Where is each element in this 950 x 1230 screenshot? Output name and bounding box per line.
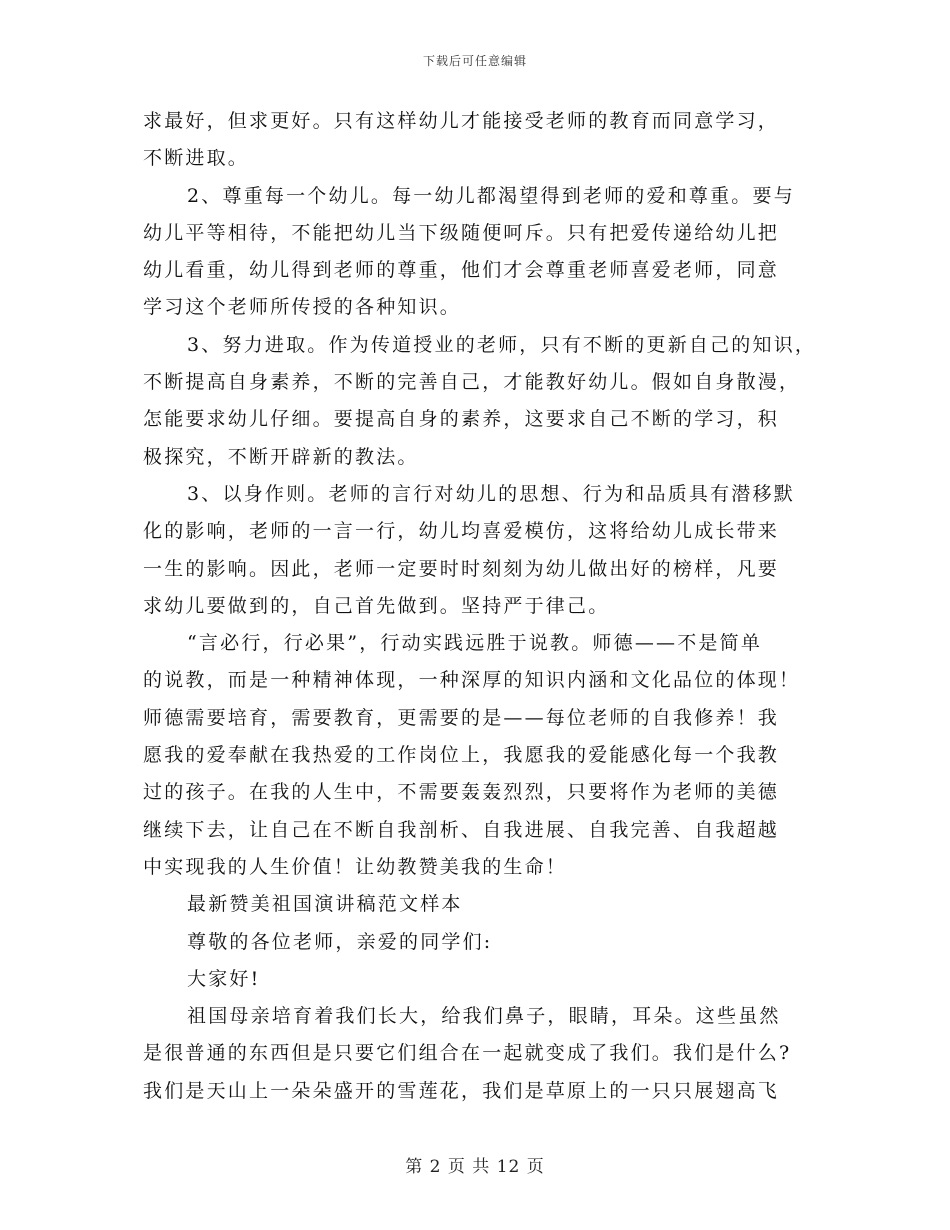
text-line: 幼儿看重，幼儿得到老师的尊重，他们才会尊重老师喜爱老师，同意: [143, 259, 780, 282]
text-line: 不断进取。: [143, 147, 250, 170]
text-line: 尊敬的各位老师，亲爱的同学们:: [187, 930, 493, 953]
text-line: 一生的影响。因此，老师一定要时时刻刻为幼儿做出好的榜样，凡要: [143, 557, 780, 580]
document-body: [143, 103, 823, 1110]
text-line: 求幼儿要做到的，自己首先做到。坚持严于律己。: [143, 594, 610, 617]
text-line: 化的影响，老师的一言一行，幼儿均喜爱模仿，这将给幼儿成长带来: [143, 520, 780, 543]
text-line: 幼儿平等相待，不能把幼儿当下级随便呵斥。只有把爱传递给幼儿把: [143, 221, 780, 244]
text-line: 祖国母亲培育着我们长大，给我们鼻子，眼睛，耳朵。这些虽然: [187, 1005, 781, 1028]
text-line: 最新赞美祖国演讲稿范文样本: [187, 893, 463, 916]
text-line: 中实现我的人生价值！让幼教赞美我的生命！: [143, 855, 568, 878]
text-line: 2、尊重每一个幼儿。每一幼儿都渴望得到老师的爱和尊重。要与: [187, 184, 795, 207]
text-line: 是很普通的东西但是只要它们组合在一起就变成了我们。我们是什么?: [143, 1042, 792, 1065]
text-line: 怎能要求幼儿仔细。要提高自身的素养，这要求自己不断的学习，积: [143, 408, 780, 431]
text-line: 我们是天山上一朵朵盛开的雪莲花，我们是草原上的一只只展翅高飞: [143, 1079, 780, 1102]
text-line: 过的孩子。在我的人生中，不需要轰轰烈烈，只要将作为老师的美德: [143, 781, 780, 804]
page-number-footer: 第 2 页 共 12 页: [405, 1157, 545, 1177]
text-line: 极探究，不断开辟新的教法。: [143, 445, 419, 468]
text-line: 的说教，而是一种精神体现，一种深厚的知识内涵和文化品位的体现！: [143, 669, 801, 692]
text-line: 求最好，但求更好。只有这样幼儿才能接受老师的教育而同意学习，: [143, 110, 780, 132]
text-line: 3、以身作则。老师的言行对幼儿的思想、行为和品质具有潜移默: [187, 482, 795, 505]
text-line: 师德需要培育，需要教育，更需要的是——每位老师的自我修养！我: [143, 706, 780, 729]
text-line: 愿我的爱奉献在我热爱的工作岗位上，我愿我的爱能感化每一个我教: [143, 744, 780, 767]
text-line: 3、努力进取。作为传道授业的老师，只有不断的更新自己的知识，: [187, 333, 817, 356]
text-line: 大家好!: [187, 967, 261, 990]
text-line: 继续下去，让自己在不断自我剖析、自我进展、自我完善、自我超越: [143, 818, 780, 841]
text-line: 学习这个老师所传授的各种知识。: [143, 296, 462, 319]
page-header: 下载后可任意编辑: [422, 54, 527, 68]
text-line: “言必行，行必果”，行动实践远胜于说教。师德——不是简单: [187, 632, 763, 655]
text-line: 不断提高自身素养，不断的完善自己，才能教好幼儿。假如自身散漫，: [143, 371, 801, 394]
